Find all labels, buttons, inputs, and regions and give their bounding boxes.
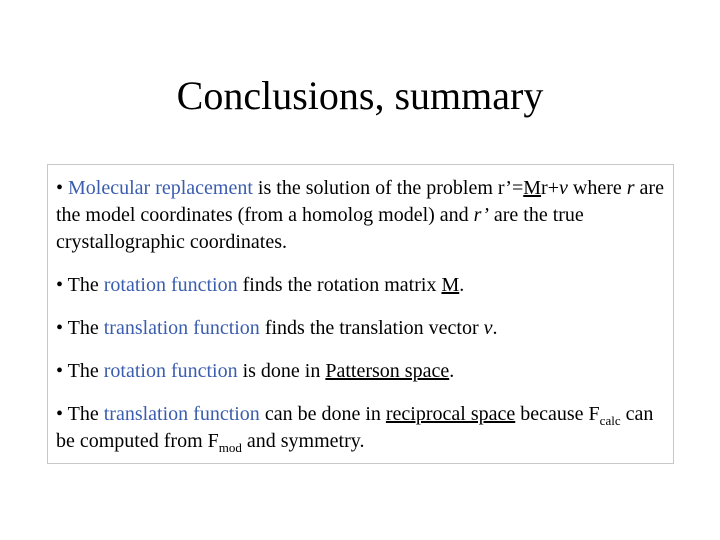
bullet-molecular-replacement — [56, 175, 665, 256]
text: can be done in — [259, 403, 386, 425]
text: are the model coordinates (from a homolog model) and — [56, 177, 664, 226]
summary-box — [47, 164, 674, 464]
text: finds the translation vector — [259, 317, 484, 339]
bullet-marker: • — [56, 177, 69, 199]
vector-v: v — [558, 177, 568, 199]
bullet-marker: • The — [56, 403, 104, 425]
text: where — [567, 177, 627, 199]
bullet-marker: • The — [56, 360, 104, 382]
text: is the solution of the problem r’= — [252, 177, 524, 199]
text: can be computed from F — [56, 403, 654, 452]
bullet-marker: • The — [56, 317, 104, 339]
matrix-m: M — [441, 274, 460, 296]
subscript-calc: calc — [599, 413, 621, 428]
bullet-rotation-matrix — [56, 272, 665, 299]
matrix-m: M — [523, 177, 542, 199]
text: . — [459, 274, 465, 296]
term-translation-function: translation function — [103, 403, 260, 425]
patterson-space-link: Patterson space — [325, 360, 450, 382]
term-rotation-function: rotation function — [103, 360, 238, 382]
subscript-mod: mod — [218, 440, 242, 455]
symbol-r: r — [626, 177, 635, 199]
bullet-reciprocal-space — [56, 401, 665, 455]
text: r+ — [541, 177, 559, 199]
text: . — [492, 317, 498, 339]
bullet-marker: • The — [56, 274, 104, 296]
text: finds the rotation matrix — [237, 274, 442, 296]
term-rotation-function: rotation function — [103, 274, 238, 296]
bullet-translation-vector — [56, 315, 665, 342]
text: is done in — [237, 360, 326, 382]
text: . — [449, 360, 455, 382]
bullet-patterson-space — [56, 358, 665, 385]
reciprocal-space-link: reciprocal space — [385, 403, 516, 425]
symbol-r-prime: r’ — [473, 204, 489, 226]
term-molecular-replacement: Molecular replacement — [68, 177, 253, 199]
vector-v: v — [483, 317, 493, 339]
text: and symmetry. — [241, 430, 365, 452]
text: because F — [515, 403, 600, 425]
text: are the true crystallographic coordinates. — [56, 204, 584, 253]
slide-title: Conclusions, summary — [176, 73, 544, 118]
term-translation-function: translation function — [103, 317, 260, 339]
